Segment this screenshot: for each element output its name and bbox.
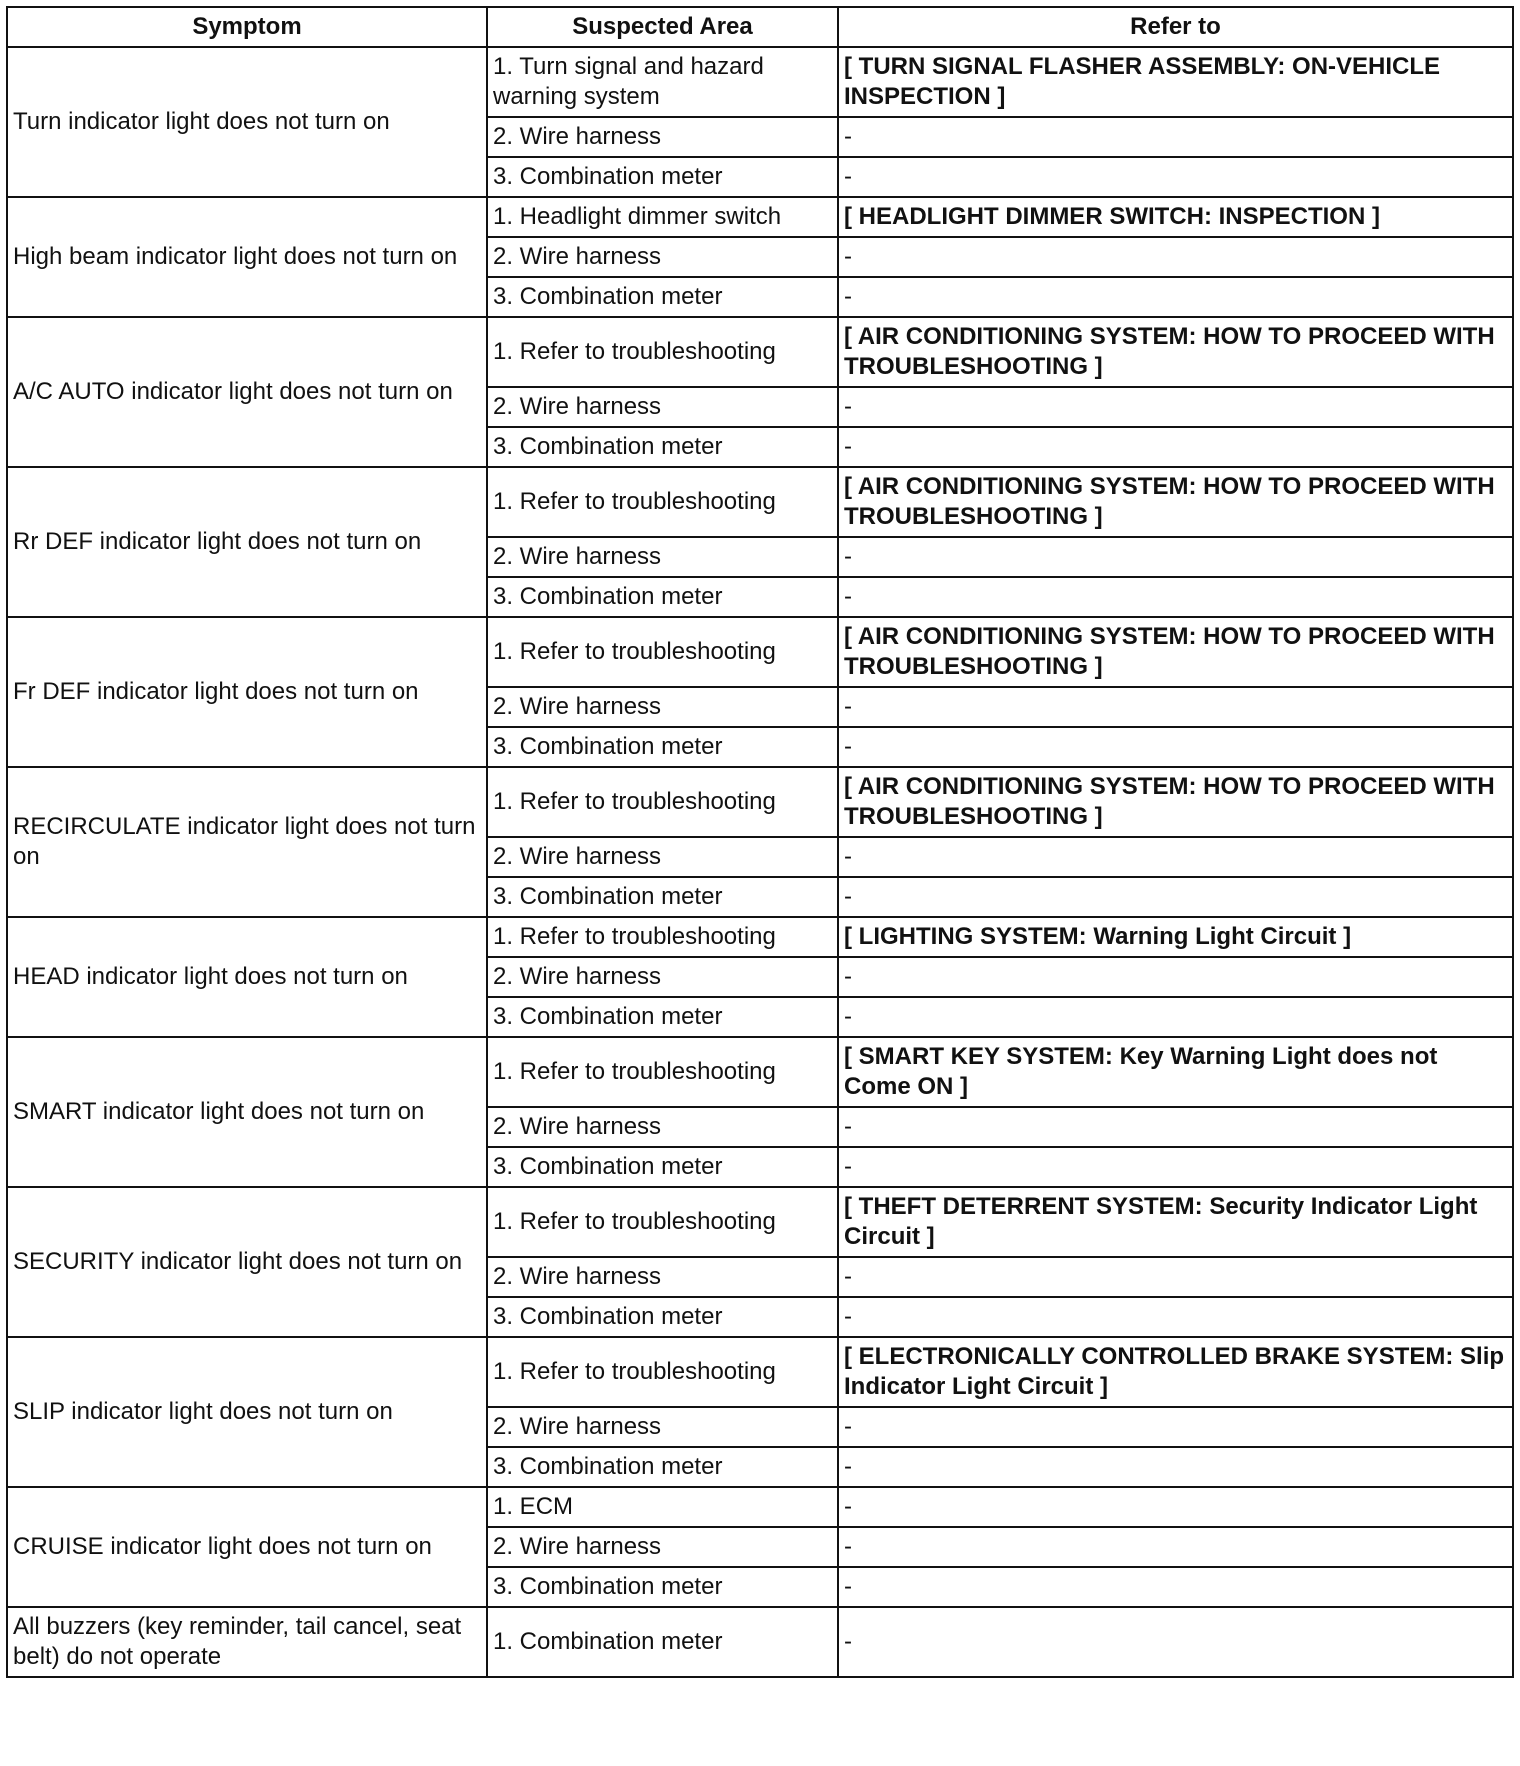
refer-to-link[interactable]: [ AIR CONDITIONING SYSTEM: HOW TO PROCEED WITH TROUBLESHOOTING ] bbox=[838, 767, 1513, 837]
refer-to-cell: - bbox=[838, 1487, 1513, 1527]
suspected-area-cell: 2. Wire harness bbox=[487, 1407, 838, 1447]
refer-to-cell: - bbox=[838, 117, 1513, 157]
suspected-area-cell: 1. Refer to troubleshooting bbox=[487, 767, 838, 837]
refer-to-cell: - bbox=[838, 1297, 1513, 1337]
refer-to-cell: - bbox=[838, 537, 1513, 577]
table-row bbox=[7, 317, 1513, 387]
troubleshooting-sheet bbox=[6, 6, 1512, 1678]
refer-to-link[interactable]: [ LIGHTING SYSTEM: Warning Light Circuit ] bbox=[838, 917, 1513, 957]
suspected-area-cell: 1. Refer to troubleshooting bbox=[487, 917, 838, 957]
refer-to-cell: - bbox=[838, 577, 1513, 617]
suspected-area-cell: 2. Wire harness bbox=[487, 837, 838, 877]
table-row bbox=[7, 197, 1513, 237]
symptom-cell: Turn indicator light does not turn on bbox=[7, 47, 487, 197]
problem-symptoms-table bbox=[6, 6, 1514, 1678]
refer-to-link[interactable]: [ AIR CONDITIONING SYSTEM: HOW TO PROCEED WITH TROUBLESHOOTING ] bbox=[838, 617, 1513, 687]
refer-to-cell: - bbox=[838, 427, 1513, 467]
table-row bbox=[7, 1487, 1513, 1527]
suspected-area-cell: 2. Wire harness bbox=[487, 1257, 838, 1297]
suspected-area-cell: 3. Combination meter bbox=[487, 727, 838, 767]
refer-to-link[interactable]: [ THEFT DETERRENT SYSTEM: Security Indicator Light Circuit ] bbox=[838, 1187, 1513, 1257]
refer-to-cell: - bbox=[838, 727, 1513, 767]
table-row bbox=[7, 767, 1513, 837]
suspected-area-cell: 1. Refer to troubleshooting bbox=[487, 317, 838, 387]
refer-to-cell: - bbox=[838, 1107, 1513, 1147]
suspected-area-cell: 3. Combination meter bbox=[487, 877, 838, 917]
refer-to-cell: - bbox=[838, 1447, 1513, 1487]
header-suspected-area: Suspected Area bbox=[487, 7, 838, 47]
suspected-area-cell: 2. Wire harness bbox=[487, 1107, 838, 1147]
suspected-area-cell: 1. Refer to troubleshooting bbox=[487, 467, 838, 537]
refer-to-cell: - bbox=[838, 957, 1513, 997]
suspected-area-cell: 3. Combination meter bbox=[487, 427, 838, 467]
suspected-area-cell: 3. Combination meter bbox=[487, 1297, 838, 1337]
refer-to-link[interactable]: [ SMART KEY SYSTEM: Key Warning Light does not Come ON ] bbox=[838, 1037, 1513, 1107]
symptom-cell: CRUISE indicator light does not turn on bbox=[7, 1487, 487, 1607]
suspected-area-cell: 1. Refer to troubleshooting bbox=[487, 617, 838, 687]
table-body bbox=[7, 47, 1513, 1677]
refer-to-link[interactable]: [ AIR CONDITIONING SYSTEM: HOW TO PROCEED WITH TROUBLESHOOTING ] bbox=[838, 317, 1513, 387]
table-row bbox=[7, 47, 1513, 117]
symptom-cell: RECIRCULATE indicator light does not turn on bbox=[7, 767, 487, 917]
refer-to-cell: - bbox=[838, 997, 1513, 1037]
symptom-cell: SLIP indicator light does not turn on bbox=[7, 1337, 487, 1487]
refer-to-cell: - bbox=[838, 277, 1513, 317]
suspected-area-cell: 2. Wire harness bbox=[487, 117, 838, 157]
suspected-area-cell: 2. Wire harness bbox=[487, 687, 838, 727]
suspected-area-cell: 1. ECM bbox=[487, 1487, 838, 1527]
symptom-cell: SMART indicator light does not turn on bbox=[7, 1037, 487, 1187]
table-row bbox=[7, 467, 1513, 537]
suspected-area-cell: 3. Combination meter bbox=[487, 277, 838, 317]
refer-to-cell: - bbox=[838, 157, 1513, 197]
table-row bbox=[7, 1337, 1513, 1407]
table-row bbox=[7, 1607, 1513, 1677]
suspected-area-cell: 3. Combination meter bbox=[487, 1147, 838, 1187]
refer-to-link[interactable]: [ TURN SIGNAL FLASHER ASSEMBLY: ON-VEHICLE INSPECTION ] bbox=[838, 47, 1513, 117]
refer-to-cell: - bbox=[838, 237, 1513, 277]
table-header bbox=[7, 7, 1513, 47]
suspected-area-cell: 3. Combination meter bbox=[487, 577, 838, 617]
header-row bbox=[7, 7, 1513, 47]
suspected-area-cell: 3. Combination meter bbox=[487, 157, 838, 197]
suspected-area-cell: 1. Turn signal and hazard warning system bbox=[487, 47, 838, 117]
suspected-area-cell: 3. Combination meter bbox=[487, 997, 838, 1037]
symptom-cell: HEAD indicator light does not turn on bbox=[7, 917, 487, 1037]
suspected-area-cell: 3. Combination meter bbox=[487, 1567, 838, 1607]
suspected-area-cell: 1. Refer to troubleshooting bbox=[487, 1037, 838, 1107]
refer-to-link[interactable]: [ ELECTRONICALLY CONTROLLED BRAKE SYSTEM: Slip Indicator Light Circuit ] bbox=[838, 1337, 1513, 1407]
suspected-area-cell: 1. Combination meter bbox=[487, 1607, 838, 1677]
table-row bbox=[7, 1037, 1513, 1107]
suspected-area-cell: 2. Wire harness bbox=[487, 387, 838, 427]
symptom-cell: High beam indicator light does not turn on bbox=[7, 197, 487, 317]
refer-to-cell: - bbox=[838, 1527, 1513, 1567]
refer-to-cell: - bbox=[838, 877, 1513, 917]
refer-to-cell: - bbox=[838, 1607, 1513, 1677]
refer-to-cell: - bbox=[838, 387, 1513, 427]
refer-to-cell: - bbox=[838, 1147, 1513, 1187]
symptom-cell: All buzzers (key reminder, tail cancel, seat belt) do not operate bbox=[7, 1607, 487, 1677]
suspected-area-cell: 3. Combination meter bbox=[487, 1447, 838, 1487]
refer-to-cell: - bbox=[838, 837, 1513, 877]
suspected-area-cell: 2. Wire harness bbox=[487, 1527, 838, 1567]
suspected-area-cell: 1. Refer to troubleshooting bbox=[487, 1337, 838, 1407]
symptom-cell: SECURITY indicator light does not turn on bbox=[7, 1187, 487, 1337]
suspected-area-cell: 1. Headlight dimmer switch bbox=[487, 197, 838, 237]
refer-to-cell: - bbox=[838, 1567, 1513, 1607]
refer-to-cell: - bbox=[838, 687, 1513, 727]
suspected-area-cell: 1. Refer to troubleshooting bbox=[487, 1187, 838, 1257]
suspected-area-cell: 2. Wire harness bbox=[487, 237, 838, 277]
refer-to-link[interactable]: [ HEADLIGHT DIMMER SWITCH: INSPECTION ] bbox=[838, 197, 1513, 237]
suspected-area-cell: 2. Wire harness bbox=[487, 957, 838, 997]
refer-to-cell: - bbox=[838, 1257, 1513, 1297]
symptom-cell: Rr DEF indicator light does not turn on bbox=[7, 467, 487, 617]
table-row bbox=[7, 917, 1513, 957]
header-symptom: Symptom bbox=[7, 7, 487, 47]
table-row bbox=[7, 617, 1513, 687]
suspected-area-cell: 2. Wire harness bbox=[487, 537, 838, 577]
symptom-cell: Fr DEF indicator light does not turn on bbox=[7, 617, 487, 767]
refer-to-cell: - bbox=[838, 1407, 1513, 1447]
header-refer-to: Refer to bbox=[838, 7, 1513, 47]
symptom-cell: A/C AUTO indicator light does not turn on bbox=[7, 317, 487, 467]
table-row bbox=[7, 1187, 1513, 1257]
refer-to-link[interactable]: [ AIR CONDITIONING SYSTEM: HOW TO PROCEED WITH TROUBLESHOOTING ] bbox=[838, 467, 1513, 537]
